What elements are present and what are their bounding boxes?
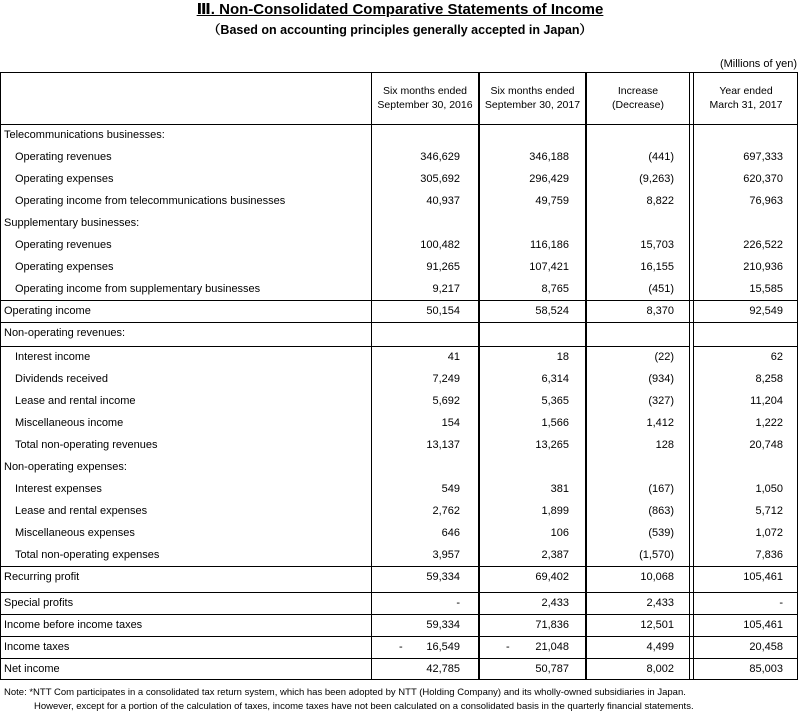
cell-value: 85,003	[749, 663, 783, 675]
row-label: Operating income from supplementary businesses	[15, 283, 261, 295]
cell-value: 107,421	[529, 261, 569, 273]
row-label: Lease and rental expenses	[15, 505, 148, 517]
cell-value: 41	[447, 351, 460, 363]
row-label: Special profits	[4, 597, 74, 609]
row-label: Miscellaneous income	[15, 417, 124, 429]
cell-value: 128	[655, 439, 674, 451]
cell-value: 346,188	[529, 151, 569, 163]
row-divider	[0, 614, 798, 615]
table-row	[0, 614, 798, 636]
cell-value: 76,963	[749, 195, 783, 207]
table-row	[0, 456, 798, 478]
table-row	[0, 592, 798, 614]
cell-value: (539)	[648, 527, 674, 539]
table-row	[0, 346, 798, 368]
cell-value: 8,765	[541, 283, 569, 295]
table-row	[0, 368, 798, 390]
table-row	[0, 190, 798, 212]
row-label: Operating income	[4, 305, 91, 317]
cell-value: 59,334	[426, 619, 460, 631]
cell-value: (451)	[648, 283, 674, 295]
row-label: Operating revenues	[15, 239, 112, 251]
table-row	[0, 168, 798, 190]
cell-value: 2,762	[432, 505, 460, 517]
table-row	[0, 212, 798, 234]
cell-value: 646	[441, 527, 460, 539]
row-label: Total non-operating expenses	[15, 549, 160, 561]
cell-value: 305,692	[420, 173, 460, 185]
cell-value: 8,822	[646, 195, 674, 207]
cell-value: -	[456, 597, 460, 609]
cell-value: (1,570)	[639, 549, 674, 561]
row-label: Dividends received	[15, 373, 108, 385]
row-label: Miscellaneous expenses	[15, 527, 135, 539]
cell-value: 49,759	[535, 195, 569, 207]
cell-value: 62	[770, 351, 783, 363]
cell-value: 13,137	[426, 439, 460, 451]
cell-value: 2,387	[541, 549, 569, 561]
cell-value: 20,748	[749, 439, 783, 451]
cell-value: 20,458	[749, 641, 783, 653]
cell-value: 69,402	[535, 571, 569, 583]
row-divider	[0, 300, 798, 301]
cell-value: (327)	[648, 395, 674, 407]
cell-value: 296,429	[529, 173, 569, 185]
cell-value: 21,048	[535, 641, 569, 653]
table-row	[0, 234, 798, 256]
cell-value: (863)	[648, 505, 674, 517]
table-row	[0, 322, 798, 344]
cell-value: 71,836	[535, 619, 569, 631]
row-label: Income taxes	[4, 641, 70, 653]
row-label: Net income	[4, 663, 60, 675]
row-label: Total non-operating revenues	[15, 439, 158, 451]
table-row	[0, 636, 798, 658]
row-divider	[0, 636, 798, 637]
cell-value: 105,461	[743, 619, 783, 631]
cell-value: 91,265	[426, 261, 460, 273]
row-label: Recurring profit	[4, 571, 80, 583]
column-header-change: Increase (Decrease)	[612, 85, 664, 111]
row-label: Operating expenses	[15, 261, 114, 273]
row-label: Non-operating revenues:	[4, 327, 126, 339]
cell-value: 154	[441, 417, 460, 429]
table-row	[0, 434, 798, 456]
cell-value: 100,482	[420, 239, 460, 251]
column-header-2016: Six months ended September 30, 2016	[377, 85, 473, 111]
cell-value: 11,204	[750, 395, 783, 407]
cell-value: 346,629	[420, 151, 460, 163]
page-subtitle: （Based on accounting principles generally accepted in Japan）	[207, 23, 593, 37]
row-divider	[0, 346, 371, 347]
cell-value: 1,566	[541, 417, 569, 429]
cell-value: 620,370	[743, 173, 783, 185]
cell-value: 8,002	[646, 663, 674, 675]
cell-value: 210,936	[743, 261, 783, 273]
table-row	[0, 146, 798, 168]
table-row	[0, 412, 798, 434]
cell-value: 18	[556, 351, 569, 363]
row-label: Supplementary businesses:	[4, 217, 140, 229]
cell-value: (167)	[648, 483, 674, 495]
cell-value: (22)	[654, 351, 674, 363]
page-title: Ⅲ. Non-Consolidated Comparative Statements of Income	[196, 1, 604, 18]
cell-value: 5,712	[755, 505, 783, 517]
cell-value: 15,585	[749, 283, 783, 295]
cell-value: 50,787	[535, 663, 569, 675]
cell-value: 5,365	[541, 395, 569, 407]
row-divider	[0, 566, 798, 567]
units-label: (Millions of yen)	[719, 58, 797, 70]
cell-value: (9,263)	[639, 173, 674, 185]
cell-value: 7,836	[755, 549, 783, 561]
row-label: Interest expenses	[15, 483, 102, 495]
cell-value: 15,703	[640, 239, 674, 251]
cell-value: 13,265	[535, 439, 569, 451]
column-header-2017: Six months ended September 30, 2017	[484, 85, 581, 111]
row-label: Interest income	[15, 351, 91, 363]
row-divider	[0, 658, 798, 659]
cell-value: 549	[441, 483, 460, 495]
table-row	[0, 390, 798, 412]
table-row	[0, 478, 798, 500]
cell-value: 8,370	[646, 305, 674, 317]
cell-mark: -	[399, 641, 403, 653]
cell-value: 4,499	[646, 641, 674, 653]
column-header-year: Year ended March 31, 2017	[709, 85, 783, 111]
cell-value: 6,314	[541, 373, 569, 385]
row-label: Operating income from telecommunications businesses	[15, 195, 286, 207]
cell-value: 2,433	[541, 597, 569, 609]
row-label: Operating expenses	[15, 173, 114, 185]
cell-value: 116,186	[530, 239, 569, 251]
table-row	[0, 500, 798, 522]
cell-value: 40,937	[426, 195, 460, 207]
cell-value: 58,524	[535, 305, 569, 317]
row-divider	[480, 346, 585, 347]
table-row	[0, 124, 798, 146]
table-row	[0, 278, 798, 300]
cell-value: 7,249	[432, 373, 460, 385]
cell-value: 1,050	[755, 483, 783, 495]
table-row	[0, 658, 798, 680]
cell-value: 105,461	[743, 571, 783, 583]
table-row	[0, 300, 798, 322]
cell-mark: -	[506, 641, 510, 653]
cell-value: 3,957	[432, 549, 460, 561]
row-divider	[587, 346, 689, 347]
row-label: Non-operating expenses:	[4, 461, 127, 473]
cell-value: 381	[550, 483, 569, 495]
cell-value: 1,222	[755, 417, 783, 429]
cell-value: 59,334	[426, 571, 460, 583]
cell-value: 106	[550, 527, 569, 539]
cell-value: 5,692	[432, 395, 460, 407]
cell-value: 9,217	[432, 283, 460, 295]
row-divider	[694, 346, 798, 347]
cell-value: (934)	[648, 373, 674, 385]
cell-value: 92,549	[749, 305, 783, 317]
row-divider	[0, 592, 798, 593]
row-label: Income before income taxes	[4, 619, 143, 631]
cell-value: 1,899	[541, 505, 569, 517]
table-row	[0, 522, 798, 544]
row-divider	[0, 322, 798, 323]
row-label: Lease and rental income	[15, 395, 136, 407]
cell-value: 50,154	[426, 305, 460, 317]
row-divider	[372, 346, 478, 347]
cell-value: 16,549	[426, 641, 460, 653]
cell-value: 16,155	[640, 261, 674, 273]
cell-value: 1,072	[755, 527, 783, 539]
cell-value: 10,068	[640, 571, 674, 583]
cell-value: 2,433	[646, 597, 674, 609]
cell-value: 12,501	[640, 619, 674, 631]
cell-value: 42,785	[426, 663, 460, 675]
cell-value: 697,333	[743, 151, 783, 163]
cell-value: 8,258	[755, 373, 783, 385]
cell-value: (441)	[648, 151, 674, 163]
table-row	[0, 544, 798, 566]
cell-value: -	[779, 597, 783, 609]
row-label: Operating revenues	[15, 151, 112, 163]
table-row	[0, 566, 798, 588]
cell-value: 1,412	[646, 417, 674, 429]
table-row	[0, 256, 798, 278]
row-label: Telecommunications businesses:	[4, 129, 165, 141]
cell-value: 226,522	[743, 239, 783, 251]
footnote: Note: *NTT Com participates in a consolidated tax return system, which has been adopted by NTT (Holding Company) and its wholly-owned subsidiaries in Japan. However, except for a portion of the calculation of taxes, income taxes have not been calculated on a consolidated basis in the quarterly financial statements.	[4, 687, 694, 712]
